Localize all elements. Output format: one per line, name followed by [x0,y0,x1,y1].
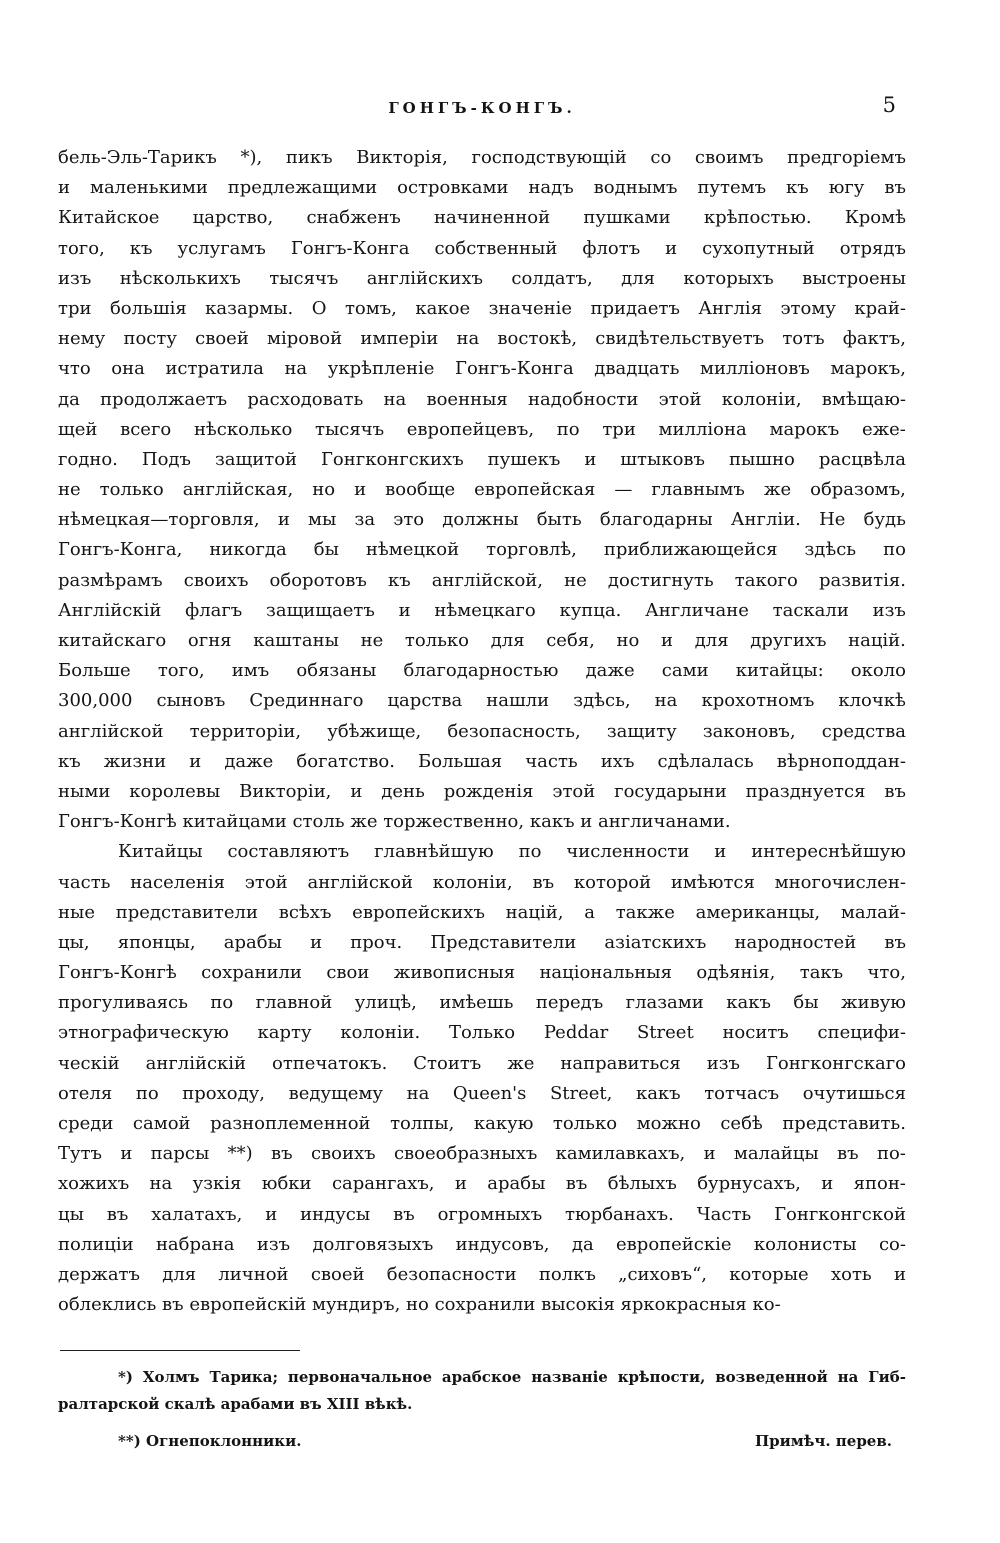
text-line: Англійскій флагъ защищаетъ и нѣмецкаго купца. Англичане таскали изъ [58,599,906,621]
text-line: бель-Эль-Тарикъ *), пикъ Викторія, господствующій со своимъ предгоріемъ [58,147,906,168]
text-line: изъ нѣсколькихъ тысячъ англійскихъ солдатъ, для которыхъ выстроены [58,267,906,289]
text-line: не только англійская, но и вообще европейская — главнымъ же образомъ, [58,479,906,501]
text-line: 300,000 сыновъ Срединнаго царства нашли здѣсь, на крохотномъ клочкѣ [58,690,906,712]
text-line: ные представители всѣхъ европейскихъ націй, а также американцы, малай- [58,901,906,923]
running-title: ГОНГЪ-КОНГЪ. [388,99,576,117]
text-line: Гонгъ-Конгѣ китайцами столь же торжественно, какъ и англичанами. [58,811,731,833]
text-line: цы, японцы, арабы и проч. Представители азіатскихъ народностей въ [58,931,906,953]
running-head [58,93,906,123]
text-line: отеля по проходу, ведущему на Queen's Street, какъ тотчасъ очутишься [58,1082,906,1104]
text-line: нѣмецкая—торговля, и мы за это должны быть благодарны Англіи. Не будь [58,509,906,531]
book-page [58,0,906,1543]
text-line: держатъ для личной своей безопасности полкъ „сиховъ“, которые хоть и [58,1263,906,1285]
text-line: часть населенія этой англійской колоніи, въ которой имѣются многочислен- [58,871,906,893]
text-line: китайскаго огня каштаны не только для себя, но и для другихъ націй. [58,630,906,651]
text-line: что она истратила на укрѣпленіе Гонгъ-Конга двадцать милліоновъ марокъ, [58,358,906,380]
footnote-2-text: **) Огнепоклонники. [118,1432,302,1450]
text-line: Китайцы составляютъ главнѣйшую по численности и интереснѣйшую [118,841,906,863]
text-line: размѣрамъ своихъ оборотовъ къ англійской, не достигнуть такого развитія. [58,569,906,591]
text-line: Тутъ и парсы **) въ своихъ своеобразныхъ камилавкахъ, и малайцы въ по- [58,1143,906,1165]
text-line: того, къ услугамъ Гонгъ-Конга собственный флотъ и сухопутный отрядъ [58,237,906,259]
text-line: ными королевы Викторіи, и день рожденія этой государыни празднуется въ [58,780,906,802]
text-line: прогуливаясь по главной улицѣ, имѣешь передъ глазами какъ бы живую [58,992,906,1014]
text-line: да продолжаетъ расходовать на военныя надобности этой колоніи, вмѣщаю- [58,388,906,410]
text-line: полиціи набрана изъ долговязыхъ индусовъ, да европейскіе колонисты со- [58,1233,906,1255]
text-line: три большія казармы. О томъ, какое значеніе придаетъ Англія этому край- [58,297,906,319]
footnote-1-line-2 [58,1391,906,1418]
text-line: щей всего нѣсколько тысячъ европейцевъ, по три милліона марокъ еже- [58,418,906,440]
footnotes [58,1364,906,1455]
text-line: Китайское царство, снабженъ начиненной пушками крѣпостью. Кромѣ [58,207,906,229]
footnote-2 [58,1428,906,1455]
text-line: ческій англійскій отпечатокъ. Стоитъ же направиться изъ Гонгконгскаго [58,1052,906,1074]
footnote-1-line-2-text: ралтарской скалѣ арабами въ XIII вѣкѣ. [58,1395,413,1413]
text-line: къ жизни и даже богатство. Большая часть ихъ сдѣлалась вѣрноподдан- [58,750,906,772]
text-line: годно. Подъ защитой Гонгконгскихъ пушекъ и штыковъ пышно расцвѣла [58,448,906,470]
page-number: 5 [882,93,896,117]
text-line: Гонгъ-Конга, никогда бы нѣмецкой торговлѣ, приближающейся здѣсь по [58,539,906,561]
text-line: облеклись въ европейскій мундиръ, но сохранили высокія яркокрасныя ко- [58,1294,781,1316]
text-line: нему посту своей міровой имперіи на востокѣ, свидѣтельствуетъ тотъ фактъ, [58,328,906,350]
translator-note: Примѣч. перев. [755,1432,892,1450]
text-line: англійской территоріи, убѣжище, безопасность, защиту законовъ, средства [58,720,906,742]
text-line: цы въ халатахъ, и индусы въ огромныхъ тюрбанахъ. Часть Гонгконгской [58,1203,906,1225]
text-line: хожихъ на узкія юбки сарангахъ, и арабы въ бѣлыхъ бурнусахъ, и япон- [58,1173,906,1195]
text-line: этнографическую карту колоніи. Только Peddar Street носитъ специфи- [58,1022,906,1044]
text-line: Больше того, имъ обязаны благодарностью даже сами китайцы: около [58,660,906,682]
text-line: и маленькими предлежащими островками надъ воднымъ путемъ къ югу въ [58,177,906,199]
body-text [58,143,906,1320]
text-line: Гонгъ-Конгѣ сохранили свои живописныя національныя одѣянія, такъ что, [58,962,906,984]
footnote-1-line-1-text: *) Холмъ Тарика; первоначальное арабское названіе крѣпости, возведенной на Гиб- [118,1368,906,1386]
footnote-1-line-1 [58,1364,906,1391]
footnote-rule [60,1350,300,1351]
text-line: среди самой разноплеменной толпы, какую только можно себѣ представить. [58,1113,906,1134]
